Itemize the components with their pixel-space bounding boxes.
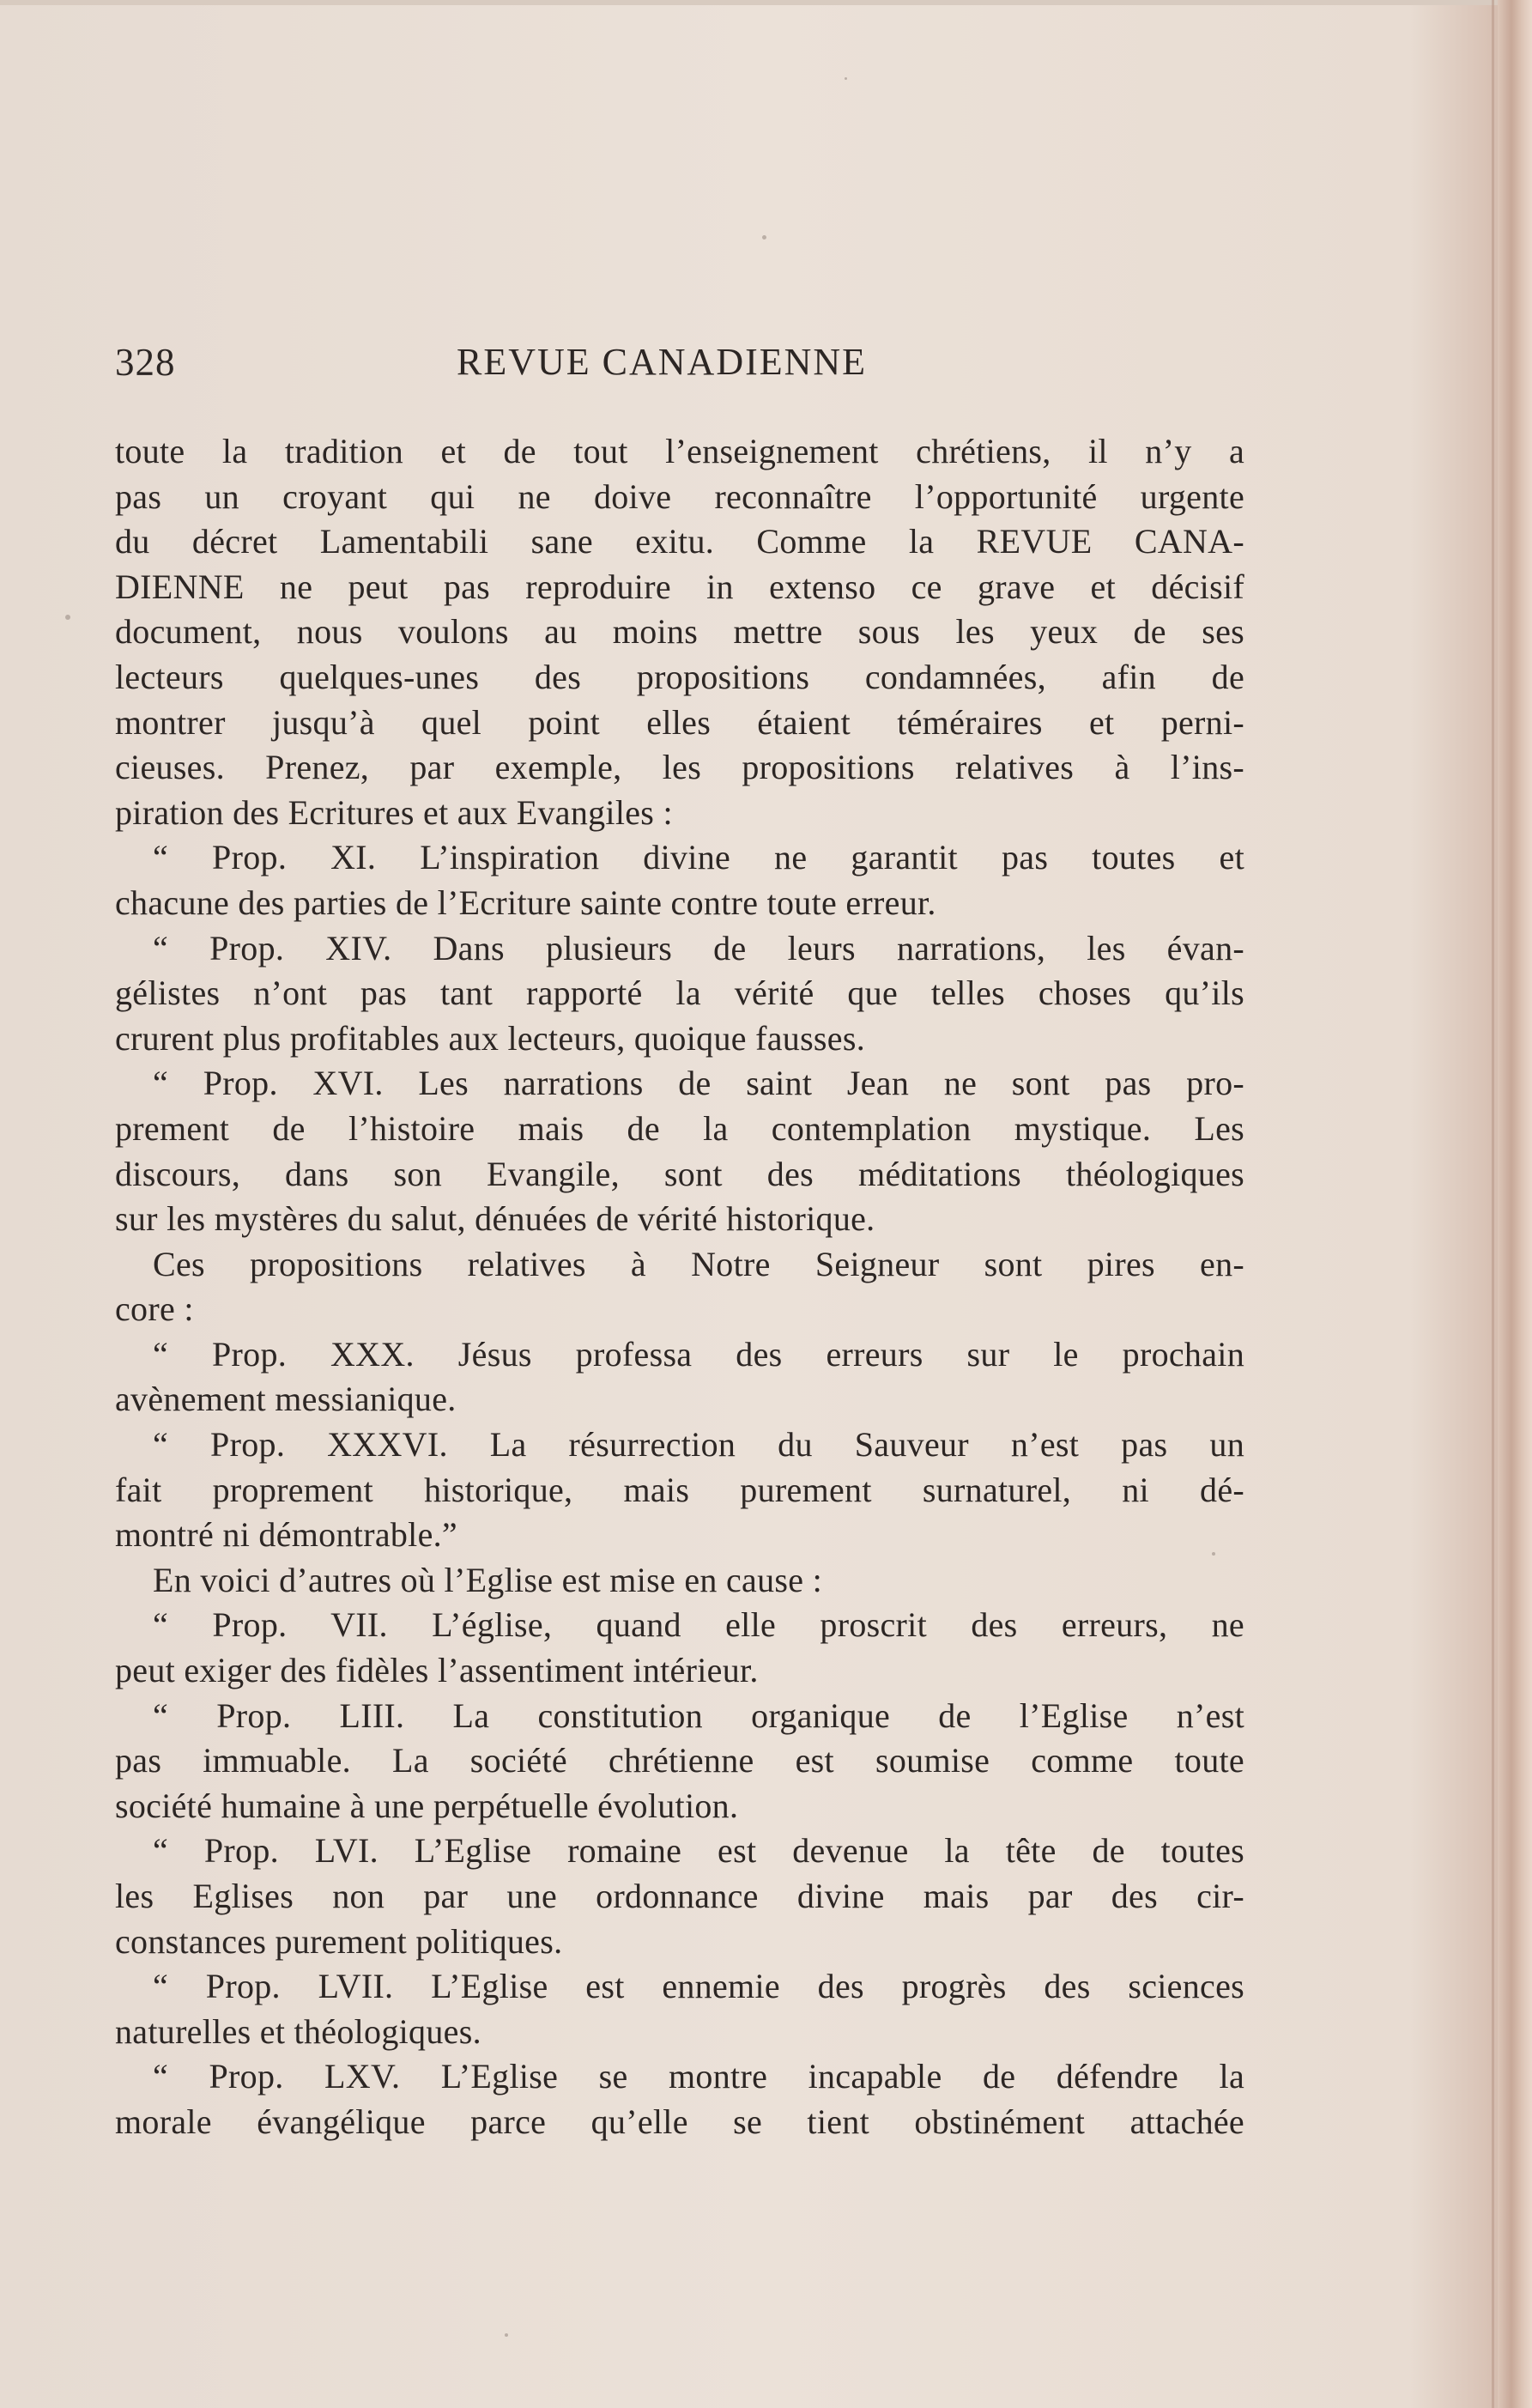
text-line: prement de l’histoire mais de la contemplation mystique. Les bbox=[115, 1108, 1244, 1148]
text-line: “ Prop. XI. L’inspiration divine ne garantit pas toutes et bbox=[153, 838, 1244, 877]
text-line: “ Prop. XXXVI. La résurrection du Sauveur n’est pas un bbox=[153, 1425, 1244, 1465]
text-line: cieuses. Prenez, par exemple, les propositions relatives à l’ins- bbox=[115, 748, 1244, 787]
text-line: naturelles et théologiques. bbox=[115, 2011, 481, 2051]
paper-speck bbox=[505, 2333, 508, 2337]
text-line: morale évangélique parce qu’elle se tient obstinément attachée bbox=[115, 2102, 1244, 2141]
page-right-edge bbox=[1498, 0, 1532, 2408]
text-line: “ Prop. XIV. Dans plusieurs de leurs narrations, les évan- bbox=[153, 928, 1244, 967]
text-line: crurent plus profitables aux lecteurs, quoique fausses. bbox=[115, 1018, 866, 1058]
text-line: document, nous voulons au moins mettre sous les yeux de ses bbox=[115, 612, 1244, 652]
text-line: pas immuable. La société chrétienne est soumise comme toute bbox=[115, 1741, 1244, 1780]
text-line: core : bbox=[115, 1289, 194, 1329]
text-line: “ Prop. XVI. Les narrations de saint Jean ne sont pas pro- bbox=[153, 1064, 1244, 1103]
text-line: “ Prop. LIII. La constitution organique de l’Eglise n’est bbox=[153, 1695, 1244, 1735]
text-line: du décret Lamentabili sane exitu. Comme la REVUE CANA- bbox=[115, 522, 1244, 561]
text-line: pas un croyant qui ne doive reconnaître l’opportunité urgente bbox=[115, 476, 1244, 516]
text-line: les Eglises non par une ordonnance divine mais par des cir- bbox=[115, 1877, 1244, 1915]
text-line: “ Prop. LVI. L’Eglise romaine est devenue la tête de toutes bbox=[153, 1831, 1244, 1871]
page-top-edge bbox=[0, 0, 1532, 5]
text-line: Ces propositions relatives à Notre Seigneur sont pires en- bbox=[153, 1244, 1244, 1283]
text-line: “ Prop. LXV. L’Eglise se montre incapable de défendre la bbox=[153, 2057, 1244, 2096]
text-line: avènement messianique. bbox=[115, 1380, 457, 1419]
text-line: peut exiger des fidèles l’assentiment intérieur. bbox=[115, 1651, 759, 1690]
body-text bbox=[115, 429, 1244, 2145]
text-line: toute la tradition et de tout l’enseignement chrétiens, il n’y a bbox=[115, 432, 1244, 470]
text-line: lecteurs quelques-unes des propositions condamnées, afin de bbox=[115, 657, 1244, 696]
text-line: DIENNE ne peut pas reproduire in extenso ce grave et décisif bbox=[115, 567, 1244, 606]
text-line: montrer jusqu’à quel point elles étaient téméraires et perni- bbox=[115, 702, 1244, 742]
text-line: “ Prop. VII. L’église, quand elle proscrit des erreurs, ne bbox=[153, 1605, 1244, 1645]
text-line: société humaine à une perpétuelle évolution. bbox=[115, 1786, 739, 1825]
page-spine-shadow bbox=[1492, 0, 1494, 2408]
text-line: discours, dans son Evangile, sont des méditations théologiques bbox=[115, 1154, 1244, 1193]
text-line: piration des Ecritures et aux Evangiles : bbox=[115, 792, 673, 832]
text-line: chacune des parties de l’Ecriture sainte contre toute erreur. bbox=[115, 883, 936, 922]
paper-speck bbox=[762, 235, 766, 240]
text-line: constances purement politiques. bbox=[115, 1921, 563, 1961]
text-line: “ Prop. LVII. L’Eglise est ennemie des progrès des sciences bbox=[153, 1967, 1244, 2006]
text-line: sur les mystères du salut, dénuées de vérité historique. bbox=[115, 1199, 875, 1239]
paper-speck bbox=[845, 77, 847, 80]
text-line: gélistes n’ont pas tant rapporté la vérité que telles choses qu’ils bbox=[115, 974, 1244, 1013]
text-line: En voici d’autres où l’Eglise est mise en cause : bbox=[153, 1560, 823, 1599]
text-line: “ Prop. XXX. Jésus professa des erreurs sur le prochain bbox=[153, 1334, 1244, 1374]
page-header bbox=[115, 340, 922, 391]
paper-speck bbox=[65, 615, 70, 620]
running-head: REVUE CANADIENNE bbox=[457, 341, 868, 383]
text-line: montré ni démontrable.” bbox=[115, 1515, 457, 1555]
page-number: 328 bbox=[115, 341, 176, 384]
text-line: fait proprement historique, mais purement surnaturel, ni dé- bbox=[115, 1470, 1244, 1509]
